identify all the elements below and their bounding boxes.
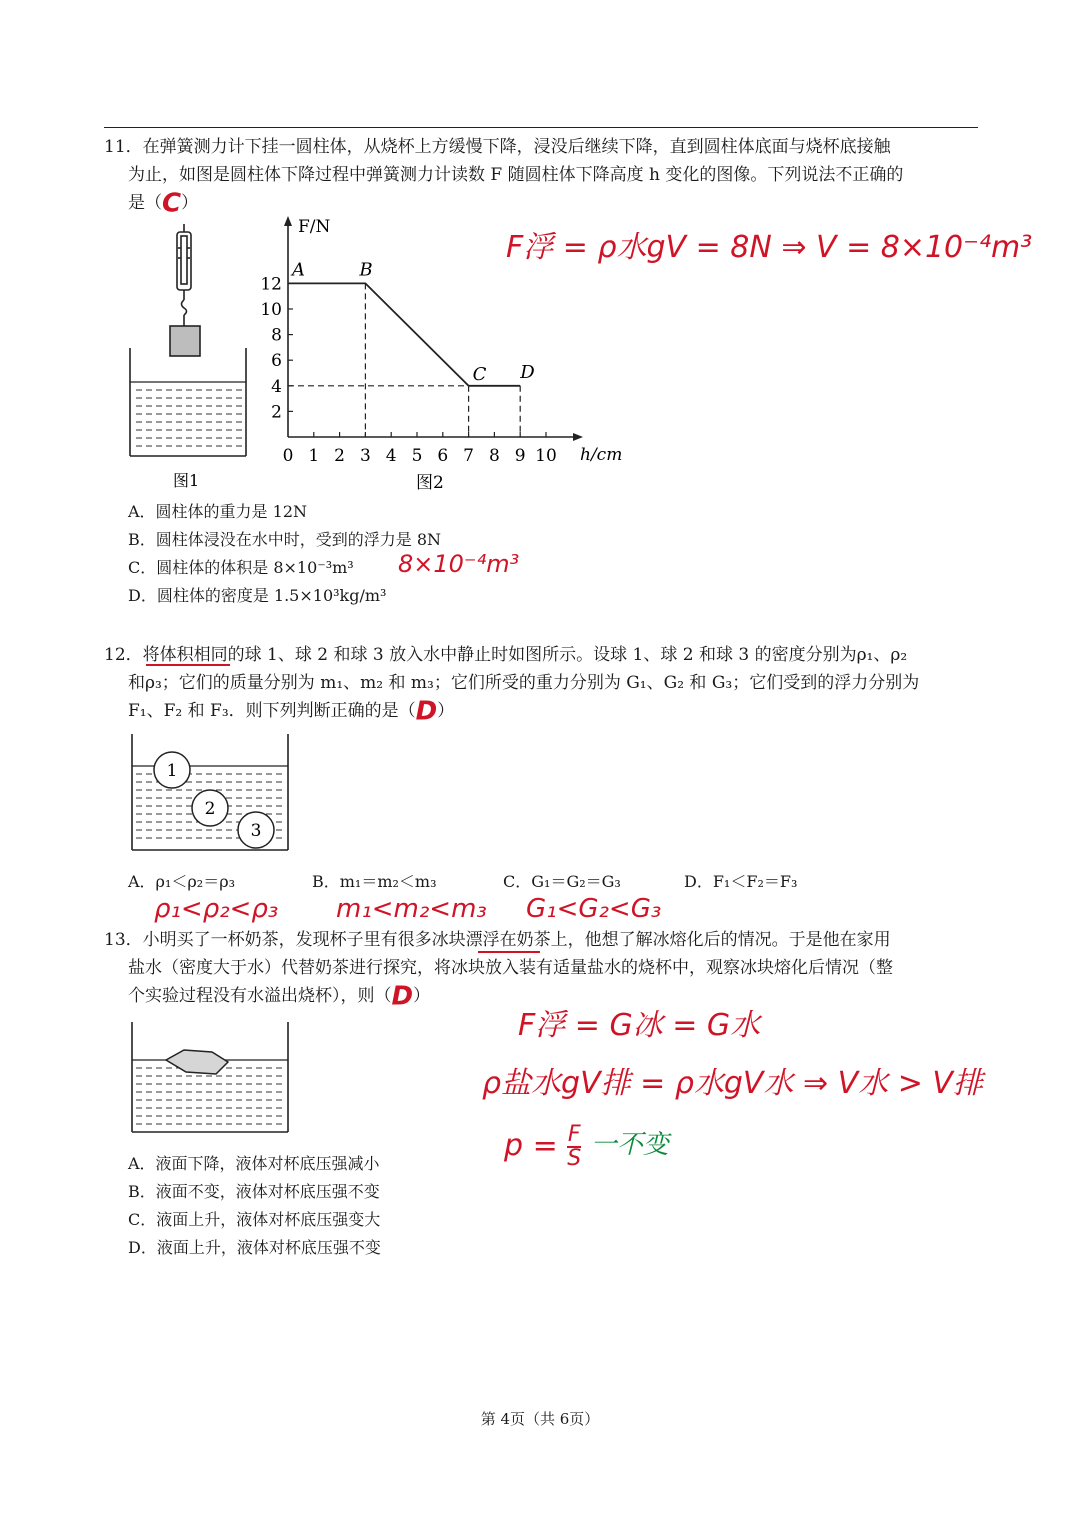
x-tick-label-4: 4 xyxy=(385,446,397,466)
x-axis-label: h/cm xyxy=(580,445,623,465)
q12-line-1: 12．将体积相同的球 1、球 2 和球 3 放入水中静止时如图所示。设球 1、球 2 和球 3 的密度分别为ρ₁、ρ₂ xyxy=(104,645,908,665)
q13-line-2: 盐水（密度大于水）代替奶茶进行探究，将冰块放入装有适量盐水的烧杯中，观察冰块熔化后情况（整 xyxy=(128,958,893,978)
x-tick-label-6: 6 xyxy=(437,446,449,466)
x-tick-label-7: 7 xyxy=(463,446,475,466)
q13-option-d: D．液面上升，液体对杯底压强不变 xyxy=(128,1238,381,1257)
fig1-caption: 图1 xyxy=(173,471,200,490)
q11-handwritten-equation: F浮 = ρ水gV = 8N ⇒ V = 8×10⁻⁴m³ xyxy=(506,230,1033,265)
q11-option-d: D．圆柱体的密度是 1.5×10³kg/m³ xyxy=(128,586,387,605)
q12-answer: D xyxy=(415,696,438,727)
q12-line-3: F₁、F₂ 和 F₃．则下列判断正确的是（D） xyxy=(128,696,455,727)
q12-handwritten-b: m₁<m₂<m₃ xyxy=(336,894,487,924)
q12-line-2: 和ρ₃；它们的质量分别为 m₁、m₂ 和 m₃；它们所受的重力分别为 G₁、G₂ 和 G₃；它们受到的浮力分别为 xyxy=(128,673,920,693)
q13-handwritten-eq3: p = $\frac{F}{S}$ 一不变 xyxy=(504,1122,669,1171)
q11-handwritten-note-c: 8×10⁻⁴m³ xyxy=(398,550,520,578)
top-rule xyxy=(104,127,978,128)
point-label-C: C xyxy=(472,363,487,385)
x-tick-label-3: 3 xyxy=(359,446,371,466)
q12-handwritten-a: ρ₁<ρ₂<ρ₃ xyxy=(154,894,279,924)
q12-handwritten-c: G₁<G₂<G₃ xyxy=(526,894,662,924)
question-12-text xyxy=(104,641,984,726)
ball-1-label: 1 xyxy=(166,761,178,781)
q13-option-c: C．液面上升，液体对杯底压强变大 xyxy=(128,1210,381,1229)
q13-handwritten-eq1: F浮 = G冰 = G水 xyxy=(518,1008,761,1043)
q12-option-c: C．G₁＝G₂＝G₃ xyxy=(503,872,621,891)
y-tick-label-12: 12 xyxy=(260,274,282,295)
q12-option-a: A．ρ₁＜ρ₂＝ρ₃ xyxy=(128,872,236,891)
y-axis-arrow xyxy=(284,216,292,226)
ball-3-label: 3 xyxy=(250,821,262,841)
page-footer: 第 4页（共 6页） xyxy=(480,1410,600,1428)
q13-option-a: A．液面下降，液体对杯底压强减小 xyxy=(128,1154,380,1173)
ice-block xyxy=(166,1050,228,1074)
q13-line-1: 13．小明买了一杯奶茶，发现杯子里有很多冰块漂浮在奶茶上，他想了解冰熔化后的情况。于是他在家用 xyxy=(104,930,891,950)
y-axis-label: F/N xyxy=(298,217,331,237)
point-label-B: B xyxy=(359,259,373,281)
q11-figure-1 xyxy=(126,222,256,497)
y-tick-label-2: 2 xyxy=(271,402,282,423)
q12-figure-balls xyxy=(126,730,296,856)
q12-underline xyxy=(146,664,230,666)
x-axis-arrow xyxy=(573,433,583,441)
x-tick-label-9: 9 xyxy=(514,446,526,466)
q12-option-b: B．m₁＝m₂＜m₃ xyxy=(312,872,437,891)
q11-line-1: 11．在弹簧测力计下挂一圆柱体，从烧杯上方缓慢下降，浸没后继续下降，直到圆柱体底面与烧杯底接触 xyxy=(104,137,891,157)
x-tick-label-2: 2 xyxy=(334,446,346,466)
q13-handwritten-note-green: 一不变 xyxy=(590,1130,669,1160)
ball-2-label: 2 xyxy=(204,799,216,819)
point-label-D: D xyxy=(520,361,535,383)
x-tick-label-1: 1 xyxy=(308,446,320,466)
q12-option-d: D．F₁＜F₂＝F₃ xyxy=(684,872,798,891)
fig2-caption: 图2 xyxy=(416,473,444,493)
y-tick-label-4: 4 xyxy=(271,376,282,397)
q13-line-3: 个实验过程没有水溢出烧杯），则（D） xyxy=(128,981,431,1012)
x-tick-label-8: 8 xyxy=(488,446,500,466)
q11-option-a: A．圆柱体的重力是 12N xyxy=(128,502,308,521)
y-tick-label-6: 6 xyxy=(271,351,282,372)
q13-underline xyxy=(478,951,540,953)
q11-option-b: B．圆柱体浸没在水中时，受到的浮力是 8N xyxy=(128,530,442,549)
q11-line-2: 为止，如图是圆柱体下降过程中弹簧测力计读数 F 随圆柱体下降高度 h 变化的图像。下列说法不正确的 xyxy=(128,165,904,185)
x-tick-label-0: 0 xyxy=(282,446,294,466)
question-11-text xyxy=(104,133,984,218)
q11-line-3: 是（C） xyxy=(128,188,199,219)
q13-handwritten-eq2: ρ盐水gV排 = ρ水gV水 ⇒ V水 > V排 xyxy=(482,1066,983,1101)
q13-option-b: B．液面不变，液体对杯底压强不变 xyxy=(128,1182,380,1201)
q13-figure-beaker-ice xyxy=(126,1018,296,1138)
question-13-text xyxy=(104,926,984,1011)
y-tick-label-8: 8 xyxy=(271,325,282,346)
q11-option-c: C．圆柱体的体积是 8×10⁻³m³ xyxy=(128,558,354,577)
x-tick-label-10: 10 xyxy=(535,446,557,466)
x-tick-label-5: 5 xyxy=(411,446,423,466)
q11-answer: C xyxy=(162,188,182,219)
y-tick-label-10: 10 xyxy=(260,300,282,320)
point-label-A: A xyxy=(292,259,305,281)
q13-answer: D xyxy=(391,981,414,1012)
